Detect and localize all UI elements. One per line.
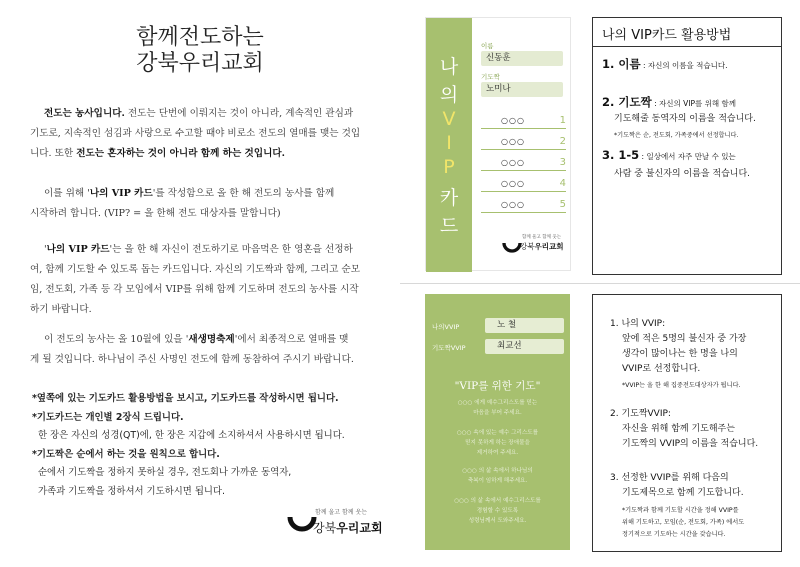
paragraph-festival: 이 전도의 농사는 올 10월에 있을 '새생명축제'에서 최종적으로 열매를 맺 게 될 것입니다. 하나님이 주신 사명인 전도에 함께 동참하여 주시기 바랍니다. [30,334,354,365]
page-title-line2: 강북우리교회 [136,51,264,76]
vvip-step-1: 1. 나의 VVIP: [610,319,666,329]
vip-row[interactable]: ○○○ 3 [481,157,566,171]
card-church-logo: 함께 울고 함께 웃는 강북우리교회 [502,231,568,261]
prayer-item-3: ○○○ 의 삶 속에서 하나님의 축복이 임하게 해주세요. [462,468,533,484]
paragraph-card-purpose: '나의 VIP 카드'는 올 한 해 자신이 전도하기로 마음먹은 한 영혼을 선정하 여, 함께 기도할 수 있도록 돕는 카드입니다. 자신의 기도짝과 함께, 그리고 순모 임, 전도회, 가족 등 각 모임에서 VIP를 위해 함께 기도하며 전도의 농사를 시작 하기 바랍니다. [30,244,360,315]
partner-field[interactable]: 노미나 [481,82,563,97]
vip-howto-box: 나의 VIP카드 활용방법 1. 이름 : 자신의 이름을 적습니다. 2. 기도짝 : 자신의 VIP를 위해 함께 기도해줄 동역자의 이름을 적습니다. *기도짝은 순, 전도회, 가족중에서 선정합니다. 3. 1-5 : 일상에서 자주 만날 수 있는 사람 중 불신자의 이름을 적습니다. [592,17,782,275]
howto-separator [593,46,781,47]
vip-row[interactable]: ○○○ 5 [481,199,566,213]
name-label: 이름 [481,42,494,50]
name-field[interactable]: 신동훈 [481,51,563,66]
fold-divider [400,283,800,284]
partner-label: 기도짝 [481,73,500,81]
vip-row[interactable]: ○○○ 1 [481,115,566,129]
howto-item-name: 1. 이름 : 자신의 이름을 적습니다. [602,57,728,71]
paragraph-card-intro: 이를 위해 '나의 VIP 카드'를 작성함으로 올 한 해 전도의 농사를 함께 시작하려 합니다. (VIP? = 올 한해 전도 대상자를 말합니다) [30,188,335,219]
note-two-cards: *기도카드는 개인별 2장식 드립니다. [32,411,184,423]
vip-card-strip: 나 의 V I P 카 드 [426,18,472,272]
vvip-step-3: 3. 선정한 VVIP를 위해 다음의 [610,473,729,483]
vip-row[interactable]: ○○○ 2 [481,136,566,150]
prayer-title: "VIP를 위한 기도" [454,380,541,392]
partner-vvip-field[interactable]: 최교선 [485,339,564,354]
prayer-item-1: ○○○ 에게 예수그리스도를 믿는 마음을 부어 주세요. [457,400,538,416]
church-logo: 함께 울고 함께 웃는 강북우리교회 [287,505,387,545]
howto-item-partner: 2. 기도짝 : 자신의 VIP를 위해 함께 [602,95,736,109]
howto-title: 나의 VIP카드 활용방법 [602,28,732,43]
notes-list: *옆쪽에 있는 기도카드 활용방법을 보시고, 기도카드를 작성하시면 됩니다. *기도카드는 개인별 2장식 드립니다. 한 장은 자신의 성경(QT)에, 한 장은 지갑에 소지하셔서 사용하시면 됩니다. *기도짝은 순에서 하는 것을 원칙으로 합니다. 순에서 기도짝을 정하지 못하실 경우, 전도회나 가까운 동역자, 가족과 기도짝을 정하셔서 기도하시면 됩니다. [32,390,382,501]
vip-row[interactable]: ○○○ 4 [481,178,566,192]
prayer-item-2: ○○○ 속에 있는 예수 그리스도를 믿지 못하게 하는 장애물을 제거하여 주세요. [456,430,539,456]
my-vvip-field[interactable]: 노 철 [485,318,564,333]
vvip-card [425,294,570,550]
note-partner: *기도짝은 순에서 하는 것을 원칙으로 합니다. [32,448,220,460]
page-title-line1: 함께전도하는 [136,25,264,50]
paragraph-farming: 전도는 농사입니다. 전도는 단번에 이뤄지는 것이 아니라, 계속적인 관심과 기도로, 지속적인 섬김과 사랑으로 수고할 때야 비로소 전도의 열매를 맺는 것입 니다. 또한 전도는 혼자하는 것이 아니라 함께 하는 것입니다. [30,108,361,159]
note-howto: *옆쪽에 있는 기도카드 활용방법을 보시고, 기도카드를 작성하시면 됩니다. [32,393,339,404]
vvip-step-2: 2. 기도짝VVIP: [610,409,671,419]
prayer-item-4: ○○○ 의 삶 속에서 예수그리스도를 경험할 수 있도록 성령님께서 도와주세요. [454,498,541,524]
partner-vvip-label: 기도짝VVIP [432,344,466,352]
my-vvip-label: 나의VVIP [432,323,460,331]
vvip-howto-box: 1. 나의 VVIP: 앞에 적은 5명의 불신자 중 가장 생각이 많이나는 한 명을 나의 VVIP로 선정합니다. *VVIP는 올 한 해 집중전도대상자가 됩니다. 2. 기도짝VVIP: 자신을 위해 함께 기도해주는 기도짝의 VVIP의 이름을 적습니다. 3. 선정한 VVIP를 위해 다음의 기도제목으로 함께 기도합니다. *기도짝과 함께 기도할 시간을 정해 VVIP를 위해 기도하고, 모임(순, 전도회, 가족) 에서도 정기적으로 기도하는 시간을 갖습니다. [592,294,782,552]
howto-item-list: 3. 1-5 : 일상에서 자주 만날 수 있는 [602,148,736,162]
logo-arc-icon [502,235,522,255]
vip-card [425,17,571,271]
